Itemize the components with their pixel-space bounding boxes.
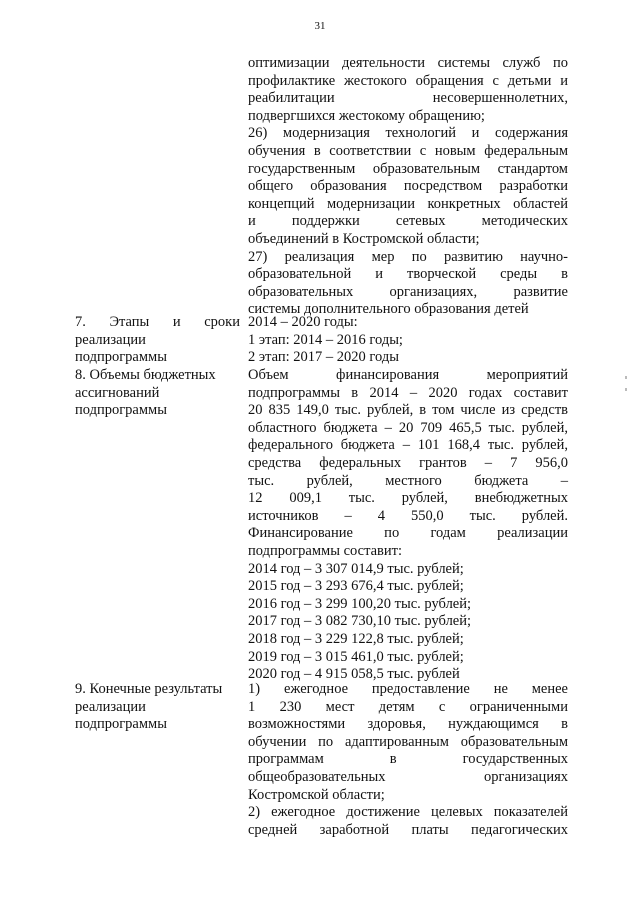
value-line: Объем финансирования мероприятий xyxy=(248,367,568,383)
value-line: общего образования посредством разработки xyxy=(248,178,568,195)
value-line: 20 835 149,0 тыс. рублей, в том числе из средств xyxy=(248,402,568,419)
value-line: тыс. рублей, местного бюджета – xyxy=(248,472,568,489)
value-line: Финансирование по годам реализации xyxy=(248,525,568,542)
value-line: 2014 – 2020 годы: xyxy=(248,314,358,330)
page-number: 31 xyxy=(314,20,326,32)
label-line: 8. Объемы бюджетных xyxy=(75,367,216,383)
value-line: 1 230 мест детям с ограниченными xyxy=(248,698,568,715)
label-line: реализации xyxy=(75,698,146,715)
value-line: образовательной и творческой среды в xyxy=(248,266,568,283)
label-line: подпрограммы xyxy=(75,402,167,419)
value-line: реабилитации несовершеннолетних, xyxy=(248,90,568,107)
value-line: системы дополнительного образования детей xyxy=(248,301,529,318)
value-line: подпрограммы составит: xyxy=(248,542,402,559)
value-line: оптимизации деятельности системы служб по xyxy=(248,55,568,71)
value-line: 2015 год – 3 293 676,4 тыс. рублей; xyxy=(248,578,464,595)
value-line: 2018 год – 3 229 122,8 тыс. рублей; xyxy=(248,630,464,647)
label-line: реализации xyxy=(75,331,146,348)
value-line: 26) модернизация технологий и содержания xyxy=(248,125,568,142)
value-line: 12 009,1 тыс. рублей, внебюджетных xyxy=(248,490,568,507)
value-line: областного бюджета – 20 709 465,5 тыс. рублей, xyxy=(248,419,568,436)
value-line: Костромской области; xyxy=(248,786,385,803)
value-line: 1 этап: 2014 – 2016 годы; xyxy=(248,331,403,348)
value-line: объединений в Костромской области; xyxy=(248,230,480,247)
value-line: подпрограммы в 2014 – 2020 годах составит xyxy=(248,384,568,401)
value-line: 2020 год – 4 915 058,5 тыс. рублей xyxy=(248,666,460,683)
value-line: общеобразовательных организациях xyxy=(248,768,568,785)
value-line: образовательных организациях, развитие xyxy=(248,283,568,300)
value-line: 2) ежегодное достижение целевых показателей xyxy=(248,804,568,821)
value-line: 2016 год – 3 299 100,20 тыс. рублей; xyxy=(248,595,472,612)
value-line: источников – 4 550,0 тыс. рублей. xyxy=(248,507,568,524)
label-line: ассигнований xyxy=(75,384,160,401)
value-line: возможностями здоровья, нуждающимся в xyxy=(248,716,568,733)
value-line: средства федеральных грантов – 7 956,0 xyxy=(248,454,568,471)
row-value xyxy=(248,367,568,684)
label-line: подпрограммы xyxy=(75,349,167,366)
row-label xyxy=(75,314,240,367)
value-line: профилактике жестокого обращения с детьми и xyxy=(248,72,568,89)
value-line: 27) реализация мер по развитию научно- xyxy=(248,248,568,265)
value-line: 1) ежегодное предоставление не менее xyxy=(248,681,568,697)
value-line: 2019 год – 3 015 461,0 тыс. рублей; xyxy=(248,648,464,665)
value-line: средней заработной платы педагогических xyxy=(248,821,568,838)
margin-mark xyxy=(625,388,627,391)
margin-mark xyxy=(625,376,627,379)
value-line: 2014 год – 3 307 014,9 тыс. рублей; xyxy=(248,560,464,577)
value-line: государственным образовательным стандартом xyxy=(248,160,568,177)
value-line: программам в государственных xyxy=(248,751,568,768)
label-line: 9. Конечные результаты xyxy=(75,681,223,697)
row-value xyxy=(248,681,568,839)
row-label xyxy=(75,681,240,734)
label-line: 7. Этапы и сроки xyxy=(75,314,240,330)
row-label xyxy=(75,367,240,420)
value-line: федерального бюджета – 101 168,4 тыс. рублей, xyxy=(248,437,568,454)
value-line: подвергшихся жестокому обращению; xyxy=(248,107,485,124)
label-line: подпрограммы xyxy=(75,716,167,733)
value-line: 2 этап: 2017 – 2020 годы xyxy=(248,349,399,366)
value-line: и поддержки сетевых методических xyxy=(248,213,568,230)
value-line: обучении по адаптированным образовательным xyxy=(248,733,568,750)
row-value xyxy=(248,55,568,319)
row-value xyxy=(248,314,568,367)
value-line: 2017 год – 3 082 730,10 тыс. рублей; xyxy=(248,613,472,630)
value-line: концепций модернизации конкретных областей xyxy=(248,195,568,212)
value-line: обучения в соответствии с новым федеральным xyxy=(248,142,568,159)
